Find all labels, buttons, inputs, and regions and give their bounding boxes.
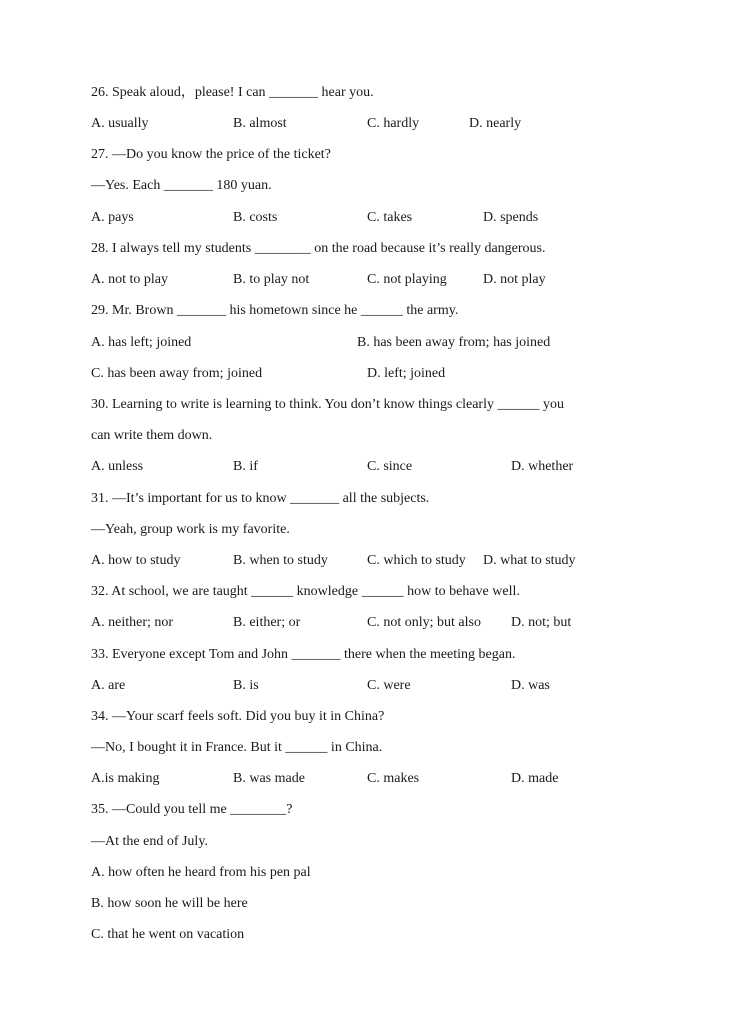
- question-27-option-c: C. takes: [367, 210, 413, 225]
- question-32-option-d: D. not; but: [511, 615, 572, 630]
- question-29-option-c: C. has been away from; joined: [91, 366, 263, 381]
- question-33-option-b: B. is: [233, 678, 259, 693]
- question-30-option-a: A. unless: [91, 459, 144, 474]
- question-34-option-b: B. was made: [233, 771, 305, 786]
- question-28-option-c: C. not playing: [367, 272, 447, 287]
- question-35-stem: 35. —Could you tell me ________?: [91, 802, 293, 817]
- question-26-option-d: D. nearly: [469, 116, 522, 131]
- question-31-option-c: C. which to study: [367, 553, 466, 568]
- question-33-option-c: C. were: [367, 678, 411, 693]
- question-33-option-d: D. was: [511, 678, 550, 693]
- question-33-option-a: A. are: [91, 678, 126, 693]
- question-32-option-c: C. not only; but also: [367, 615, 481, 630]
- question-34-reply: —No, I bought it in France. But it ______ in China.: [91, 740, 383, 755]
- question-34-option-a: A.is making: [91, 771, 160, 786]
- question-28-stem: 28. I always tell my students ________ on the road because it’s really dangerous.: [91, 241, 546, 256]
- question-31-stem: 31. —It’s important for us to know _______ all the subjects.: [91, 491, 430, 506]
- question-29-option-b: B. has been away from; has joined: [357, 335, 551, 350]
- question-34-stem: 34. —Your scarf feels soft. Did you buy it in China?: [91, 709, 385, 724]
- question-35-reply: —At the end of July.: [91, 834, 208, 849]
- question-35-option-c: C. that he went on vacation: [91, 927, 245, 942]
- question-29-option-d: D. left; joined: [367, 366, 446, 381]
- question-26-option-c: C. hardly: [367, 116, 420, 131]
- question-30-stem-continued: can write them down.: [91, 428, 213, 443]
- question-30-option-b: B. if: [233, 459, 258, 474]
- question-27-stem: 27. —Do you know the price of the ticket?: [91, 147, 331, 162]
- question-31-option-b: B. when to study: [233, 553, 328, 568]
- question-35-option-a: A. how often he heard from his pen pal: [91, 865, 311, 880]
- question-28-option-d: D. not play: [483, 272, 546, 287]
- question-30-stem: 30. Learning to write is learning to think. You don’t know things clearly ______ you: [91, 397, 564, 412]
- question-32-option-a: A. neither; nor: [91, 615, 174, 630]
- question-35-option-b: B. how soon he will be here: [91, 896, 248, 911]
- question-34-option-d: D. made: [511, 771, 559, 786]
- question-29-stem: 29. Mr. Brown _______ his hometown since he ______ the army.: [91, 303, 459, 318]
- question-27-option-b: B. costs: [233, 210, 278, 225]
- question-28-option-a: A. not to play: [91, 272, 168, 287]
- question-29-option-a: A. has left; joined: [91, 335, 192, 350]
- question-31-option-a: A. how to study: [91, 553, 181, 568]
- question-32-option-b: B. either; or: [233, 615, 301, 630]
- question-27-reply: —Yes. Each _______ 180 yuan.: [91, 178, 272, 193]
- question-27-option-d: D. spends: [483, 210, 539, 225]
- question-26-option-a: A. usually: [91, 116, 149, 131]
- question-26-stem: 26. Speak aloud，please! I can _______ hear you.: [91, 85, 374, 100]
- question-26-option-b: B. almost: [233, 116, 287, 131]
- question-30-option-d: D. whether: [511, 459, 574, 474]
- question-30-option-c: C. since: [367, 459, 413, 474]
- question-33-stem: 33. Everyone except Tom and John _______ there when the meeting began.: [91, 647, 516, 662]
- question-31-reply: —Yeah, group work is my favorite.: [91, 522, 290, 537]
- question-28-option-b: B. to play not: [233, 272, 310, 287]
- question-27-option-a: A. pays: [91, 210, 134, 225]
- question-32-stem: 32. At school, we are taught ______ knowledge ______ how to behave well.: [91, 584, 520, 599]
- question-34-option-c: C. makes: [367, 771, 420, 786]
- question-31-option-d: D. what to study: [483, 553, 576, 568]
